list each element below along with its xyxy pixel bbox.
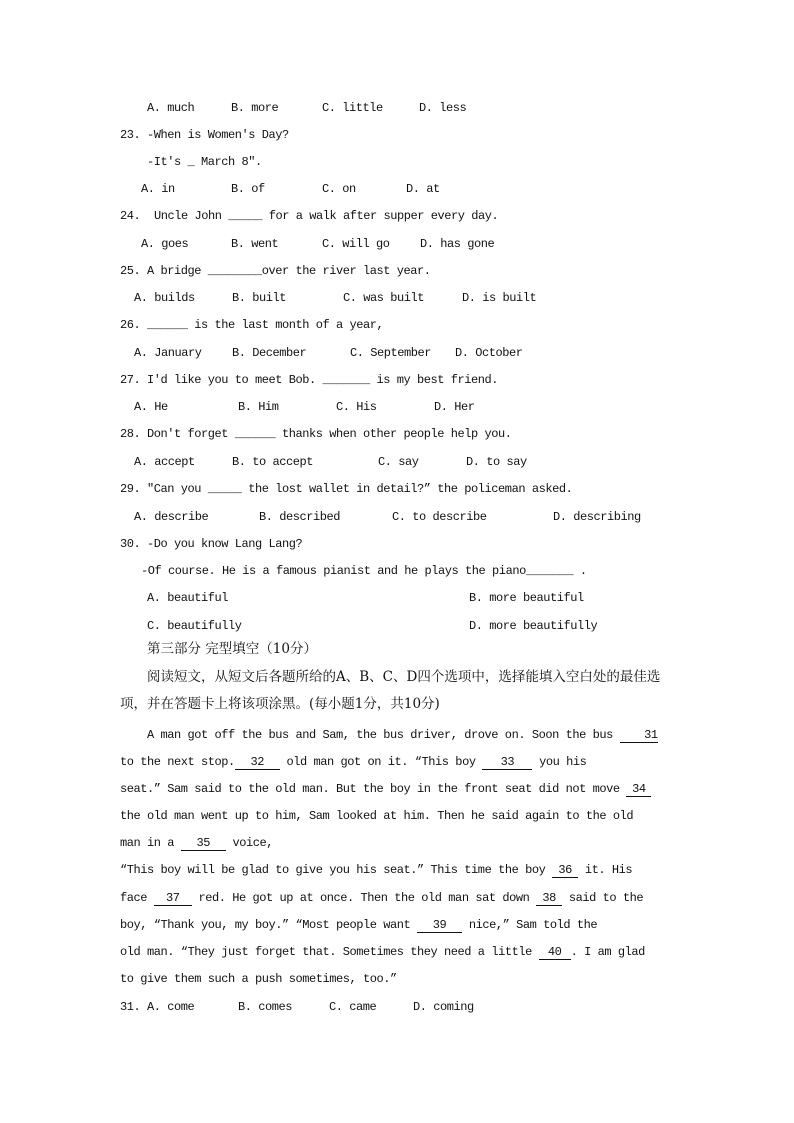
passage-text: the old man went up to him, Sam looked at him. Then he said again to the old <box>120 809 634 823</box>
option: C. came <box>329 1000 377 1014</box>
passage-text: seat.” Sam said to the old man. But the boy in the front seat did not move <box>120 782 627 796</box>
passage-text: nice,” Sam told the <box>462 918 598 932</box>
option: C. on <box>322 182 356 196</box>
option: A. beautiful <box>147 591 229 605</box>
passage-text: you his <box>532 755 587 769</box>
question-text: A bridge ________over the river last year. <box>147 264 431 278</box>
question-number: 29. <box>120 482 141 496</box>
option: A. in <box>141 182 175 196</box>
passage-text: old man. “They just forget that. Sometimes they need a little <box>120 945 539 959</box>
passage-text: A man got off the bus and Sam, the bus driver, drove on. Soon the bus <box>147 728 620 742</box>
option: B. described <box>259 510 341 524</box>
passage-text: to the next stop. <box>120 755 235 769</box>
option: D. has gone <box>420 237 495 251</box>
blank-34: 34 <box>626 783 651 797</box>
passage-text: old man got on it. “This boy <box>279 755 483 769</box>
blank-35: 35 <box>181 837 226 851</box>
option: A. come <box>147 1000 195 1014</box>
question-number: 31. <box>120 1000 141 1014</box>
option: C. will go <box>322 237 390 251</box>
passage-text: face <box>120 891 154 905</box>
passage-text: said to the <box>562 891 644 905</box>
option: A. He <box>134 400 168 414</box>
option: D. less <box>419 101 467 115</box>
question-text: I'd like you to meet Bob. _______ is my best friend. <box>147 373 499 387</box>
option: C. was built <box>343 291 425 305</box>
blank-39: 39 <box>417 919 462 933</box>
option: C. say <box>378 455 419 469</box>
blank-33: 33 <box>482 756 532 770</box>
option: A. goes <box>141 237 189 251</box>
question-number: 25. <box>120 264 141 278</box>
option: D. coming <box>413 1000 474 1014</box>
question-text: Don't forget ______ thanks when other people help you. <box>147 427 512 441</box>
answer-text: -It's _ March 8″. <box>147 155 262 169</box>
option: B. more <box>231 101 279 115</box>
option: D. more beautifully <box>469 619 598 633</box>
passage-text: red. He got up at once. Then the old man sat down <box>191 891 537 905</box>
option: B. of <box>231 182 265 196</box>
question-text: -Do you know Lang Lang? <box>147 537 303 551</box>
option: D. to say <box>466 455 527 469</box>
passage-text: “This boy will be glad to give you his seat.” This time the boy <box>120 863 553 877</box>
question-number: 30. <box>120 537 141 551</box>
option: B. went <box>231 237 279 251</box>
question-text: -When is Women's Day? <box>147 128 289 142</box>
option: D. is built <box>462 291 537 305</box>
question-number: 27. <box>120 373 141 387</box>
option: A. builds <box>134 291 195 305</box>
passage-text: voice, <box>225 836 274 850</box>
option: A. January <box>134 346 202 360</box>
section-heading: 第三部分 完型填空（10分） <box>147 641 317 657</box>
section-instruction: 项，并在答题卡上将该项涂黑。(每小题1分，共10分) <box>120 696 440 712</box>
option: B. Him <box>238 400 279 414</box>
passage-text: . I am glad <box>570 945 645 959</box>
question-number: 28. <box>120 427 141 441</box>
passage-text: to give them such a push sometimes, too.” <box>120 972 397 986</box>
option: B. December <box>232 346 307 360</box>
option: A. accept <box>134 455 195 469</box>
option: C. September <box>350 346 432 360</box>
question-number: 26. <box>120 318 141 332</box>
option: D. October <box>455 346 523 360</box>
blank-37: 37 <box>154 892 192 906</box>
blank-31: 31 <box>620 729 658 743</box>
option: C. His <box>336 400 377 414</box>
passage-text: boy, “Thank you, my boy.” “Most people want <box>120 918 418 932</box>
option: B. more beautiful <box>469 591 584 605</box>
option: D. describing <box>553 510 641 524</box>
option: C. little <box>322 101 383 115</box>
blank-40: 40 <box>539 946 571 960</box>
question-text: Uncle John _____ for a walk after supper every day. <box>154 209 499 223</box>
section-instruction: 阅读短文，从短文后各题所给的A、B、C、D四个选项中，选择能填入空白处的最佳选 <box>147 669 661 685</box>
option: D. Her <box>434 400 475 414</box>
blank-32: 32 <box>235 756 280 770</box>
option: A. describe <box>134 510 209 524</box>
option: C. to describe <box>392 510 487 524</box>
question-number: 23. <box>120 128 141 142</box>
question-number: 24. <box>120 209 141 223</box>
blank-36: 36 <box>552 864 578 878</box>
option: B. built <box>232 291 287 305</box>
answer-text: -Of course. He is a famous pianist and he plays the piano_______ . <box>141 564 587 578</box>
option: B. comes <box>238 1000 293 1014</box>
question-text: ______ is the last month of a year, <box>147 318 384 332</box>
passage-text: man in a <box>120 836 181 850</box>
blank-38: 38 <box>536 892 562 906</box>
option: A. much <box>147 101 195 115</box>
passage-text: it. His <box>578 863 633 877</box>
option: B. to accept <box>232 455 314 469</box>
option: D. at <box>406 182 440 196</box>
option: C. beautifully <box>147 619 242 633</box>
question-text: ″Can you _____ the lost wallet in detail?” the policeman asked. <box>147 482 573 496</box>
